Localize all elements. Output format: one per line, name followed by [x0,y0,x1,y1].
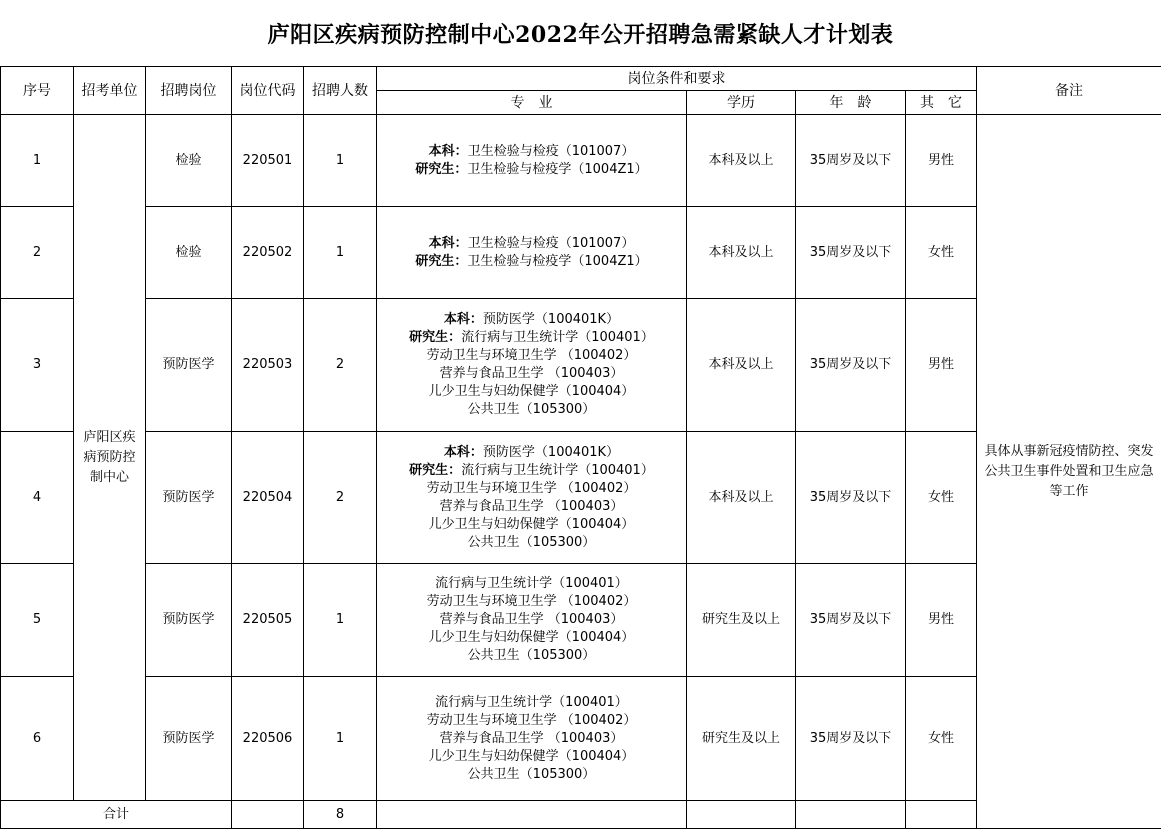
cell-education: 研究生及以上 [687,677,796,801]
major-text: 卫生检验与检疫学（1004Z1） [467,162,647,177]
cell-remark: 具体从事新冠疫情防控、突发公共卫生事件处置和卫生应急等工作 [977,115,1161,829]
cell-code: 220501 [232,115,304,207]
major-line [379,311,684,329]
cell-age: 35周岁及以下 [796,677,906,801]
cell-code: 220503 [232,299,304,432]
major-line [379,611,684,629]
major-text: 流行病与卫生统计学（100401） [435,695,628,710]
major-text: 公共卫生（105300） [468,402,596,417]
cell-major [377,432,687,564]
major-label: 研究生： [409,330,461,345]
cell-position: 预防医学 [146,299,232,432]
major-line [379,383,684,401]
header-position: 招聘岗位 [146,67,232,115]
total-empty-code [232,801,304,829]
major-line [379,629,684,647]
cell-seq: 3 [1,299,74,432]
major-label: 研究生： [415,254,467,269]
cell-other: 女性 [906,207,977,299]
major-text: 营养与食品卫生学 （100403） [440,612,624,627]
header-count: 招聘人数 [304,67,377,115]
cell-education: 本科及以上 [687,207,796,299]
cell-other: 女性 [906,677,977,801]
major-text: 流行病与卫生统计学（100401） [461,330,654,345]
major-text: 营养与食品卫生学 （100403） [440,366,624,381]
cell-major [377,115,687,207]
cell-position: 检验 [146,207,232,299]
major-line [379,498,684,516]
major-label: 本科： [429,236,468,251]
cell-other: 女性 [906,432,977,564]
major-line [379,694,684,712]
cell-major [377,299,687,432]
total-count: 8 [304,801,377,829]
major-label: 研究生： [415,162,467,177]
cell-code: 220505 [232,564,304,677]
major-line [379,365,684,383]
cell-major [377,564,687,677]
major-text: 流行病与卫生统计学（100401） [461,463,654,478]
major-text: 预防医学（100401K） [483,445,619,460]
cell-other: 男性 [906,564,977,677]
cell-other: 男性 [906,299,977,432]
cell-age: 35周岁及以下 [796,115,906,207]
major-line [379,730,684,748]
major-line [379,347,684,365]
major-text: 卫生检验与检疫（101007） [468,236,635,251]
major-label: 本科： [444,312,483,327]
major-text: 劳动卫生与环境卫生学 （100402） [427,594,637,609]
major-text: 营养与食品卫生学 （100403） [440,731,624,746]
major-line [379,575,684,593]
cell-count: 2 [304,432,377,564]
total-label: 合计 [1,801,232,829]
cell-count: 1 [304,677,377,801]
major-line [379,143,684,161]
major-text: 流行病与卫生统计学（100401） [435,576,628,591]
cell-code: 220502 [232,207,304,299]
cell-seq: 6 [1,677,74,801]
major-text: 卫生检验与检疫（101007） [468,144,635,159]
major-line [379,253,684,271]
cell-count: 1 [304,564,377,677]
major-text: 预防医学（100401K） [483,312,619,327]
cell-code: 220506 [232,677,304,801]
cell-age: 35周岁及以下 [796,299,906,432]
major-line [379,161,684,179]
major-label: 本科： [444,445,483,460]
major-text: 儿少卫生与妇幼保健学（100404） [429,517,635,532]
major-text: 劳动卫生与环境卫生学 （100402） [427,713,637,728]
major-text: 儿少卫生与妇幼保健学（100404） [429,384,635,399]
major-line [379,401,684,419]
header-remarks: 备注 [977,67,1161,115]
major-text: 公共卫生（105300） [468,535,596,550]
cell-unit: 庐阳区疾病预防控制中心 [74,115,146,801]
major-line [379,329,684,347]
major-text: 公共卫生（105300） [468,648,596,663]
cell-position: 预防医学 [146,564,232,677]
major-line [379,462,684,480]
header-education: 学历 [687,91,796,115]
major-line [379,516,684,534]
major-text: 劳动卫生与环境卫生学 （100402） [427,348,637,363]
cell-other: 男性 [906,115,977,207]
cell-age: 35周岁及以下 [796,432,906,564]
major-label: 本科： [429,144,468,159]
header-seq: 序号 [1,67,74,115]
header-conditions: 岗位条件和要求 [377,67,977,91]
cell-count: 1 [304,207,377,299]
total-empty-other [906,801,977,829]
cell-seq: 5 [1,564,74,677]
header-other: 其 它 [906,91,977,115]
page-title: 庐阳区疾病预防控制中心2022年公开招聘急需紧缺人才计划表 [0,0,1161,66]
major-line [379,480,684,498]
cell-education: 本科及以上 [687,432,796,564]
major-text: 劳动卫生与环境卫生学 （100402） [427,481,637,496]
major-line [379,593,684,611]
cell-education: 研究生及以上 [687,564,796,677]
major-line [379,748,684,766]
cell-major [377,677,687,801]
major-line [379,534,684,552]
major-text: 营养与食品卫生学 （100403） [440,499,624,514]
major-line [379,712,684,730]
major-text: 儿少卫生与妇幼保健学（100404） [429,749,635,764]
total-empty-major [377,801,687,829]
major-line [379,444,684,462]
major-text: 公共卫生（105300） [468,767,596,782]
cell-count: 2 [304,299,377,432]
cell-position: 预防医学 [146,677,232,801]
major-text: 儿少卫生与妇幼保健学（100404） [429,630,635,645]
cell-age: 35周岁及以下 [796,564,906,677]
cell-seq: 1 [1,115,74,207]
cell-seq: 2 [1,207,74,299]
cell-position: 预防医学 [146,432,232,564]
header-code: 岗位代码 [232,67,304,115]
major-line [379,766,684,784]
header-age: 年 龄 [796,91,906,115]
header-major: 专 业 [377,91,687,115]
cell-education: 本科及以上 [687,299,796,432]
header-unit: 招考单位 [74,67,146,115]
major-text: 卫生检验与检疫学（1004Z1） [467,254,647,269]
cell-major [377,207,687,299]
major-label: 研究生： [409,463,461,478]
cell-position: 检验 [146,115,232,207]
cell-code: 220504 [232,432,304,564]
total-empty-education [687,801,796,829]
table-row [1,115,1161,207]
major-line [379,235,684,253]
recruitment-table [0,66,1161,829]
total-empty-age [796,801,906,829]
cell-count: 1 [304,115,377,207]
cell-education: 本科及以上 [687,115,796,207]
cell-age: 35周岁及以下 [796,207,906,299]
major-line [379,647,684,665]
cell-seq: 4 [1,432,74,564]
